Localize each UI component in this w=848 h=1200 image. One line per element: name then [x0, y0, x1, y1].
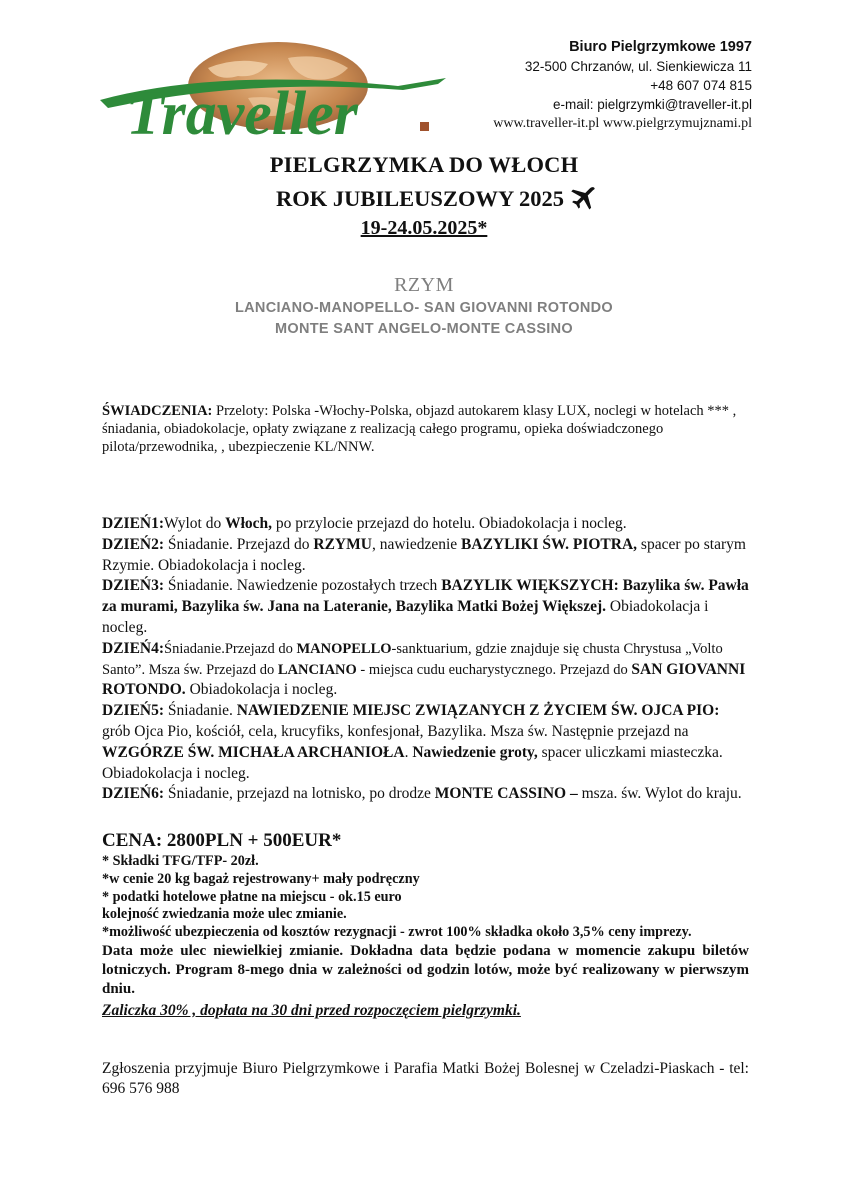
- day-text: Obiadokolacja i nocleg.: [185, 681, 338, 699]
- day-highlight: BAZYLIK WIĘKSZYCH: Bazylika św. Pawła za murami, Bazylika św. Jana na Lateranie, Bazylika Matki Bożej Większej.: [102, 577, 749, 616]
- route-line1: LANCIANO-MANOPELLO- SAN GIOVANNI ROTONDO: [235, 300, 613, 316]
- day-text: grób Ojca Pio, kościół, cela, krucyfiks, konfesjonał, Bazylika. Msza św. Następnie przejazd na: [102, 722, 689, 740]
- note-date-text: Data może ulec niewielkiej zmianie. Dokładna data będzie podana w momencie zakupu biletów lotniczych.: [102, 942, 749, 978]
- title-block: [0, 148, 848, 240]
- day-text: - miejsca cudu eucharystycznego. Przejazd do: [356, 661, 632, 678]
- day-label: DZIEŃ2:: [102, 535, 165, 553]
- day-text: Śniadanie.: [164, 702, 237, 720]
- day-3: [102, 576, 749, 638]
- day-highlight: WZGÓRZE ŚW. MICHAŁA ARCHANIOŁA: [102, 743, 405, 761]
- day-text: po przylocie przejazd do hotelu. Obiadokolacja i nocleg.: [272, 515, 627, 532]
- price-label: CENA: 2800PLN + 500EUR*: [102, 830, 342, 851]
- day-label: DZIEŃ6:: [102, 785, 165, 803]
- services-label: ŚWIADCZENIA:: [102, 403, 213, 419]
- day-5: [102, 701, 749, 784]
- services-text: Przeloty: Polska -Włochy-Polska, objazd autokarem klasy LUX, noclegi w hotelach *** , śniadania, obiadokolacje, opłaty związane z realizacją całego programu, opieka doświadczonego pilota/przewodnika, , ubezpieczenie KL/NNW.: [102, 403, 737, 455]
- company-info: [493, 38, 752, 133]
- day-label: DZIEŃ5:: [102, 702, 165, 720]
- day-highlight: SAN GIOVANNI ROTONDO.: [102, 660, 746, 699]
- day-highlight: LANCIANO: [277, 661, 357, 678]
- traveller-logo: [98, 38, 448, 146]
- note-hotel-tax: * podatki hotelowe płatne na miejscu - ok.15 euro: [102, 888, 402, 905]
- day-text: spacer uliczkami miasteczka. Obiadokolacja i nocleg.: [102, 743, 723, 782]
- day-text: Wylot do: [164, 515, 226, 532]
- deposit-note: Zaliczka 30% , dopłata na 30 dni przed rozpoczęciem pielgrzymki.: [102, 1001, 521, 1019]
- day-6: [102, 784, 749, 805]
- day-highlight: BAZYLIKI ŚW. PIOTRA,: [461, 535, 638, 553]
- note-order: kolejność zwiedzania może ulec zmianie.: [102, 906, 347, 923]
- day-highlight: NAWIEDZENIE MIEJSC ZWIĄZANYCH Z ŻYCIEM ŚW. OJCA PIO:: [236, 702, 720, 720]
- day-text: spacer po starym Rzymie. Obiadokolacja i nocleg.: [102, 535, 746, 574]
- price-section: [102, 829, 749, 1021]
- company-email: e-mail: pielgrzymki@traveller-it.pl: [553, 97, 752, 112]
- day-text: msza. św. Wylot do kraju.: [577, 785, 742, 803]
- company-phone: +48 607 074 815: [650, 78, 752, 93]
- note-baggage: *w cenie 20 kg bagaż rejestrowany+ mały podręczny: [102, 870, 420, 887]
- day-highlight: Włoch,: [225, 515, 273, 532]
- company-websites: www.traveller-it.pl www.pielgrzymujznami.pl: [493, 116, 752, 131]
- day-text: , nawiedzenie: [371, 535, 462, 553]
- day-text: -sanktuarium, gdzie znajduje się chusta Chrystusa „Volto Santo”. Msza św. Przejazd do: [102, 640, 723, 678]
- day-highlight: RZYMU: [313, 535, 372, 553]
- day-2: [102, 535, 749, 577]
- note-fees: * Składki TFG/TFP- 20zł.: [102, 853, 259, 869]
- note-insurance: *możliwość ubezpieczenia od kosztów rezygnacji - zwrot 100% składka około 3,5% ceny imprezy.: [102, 924, 692, 941]
- company-address: 32-500 Chrzanów, ul. Sienkiewicza 11: [524, 59, 752, 74]
- contact-info: Zgłoszenia przyjmuje Biuro Pielgrzymkowe i Parafia Matki Bożej Bolesnej w Czeladzi-Piaskach - tel: 696 576 988: [102, 1060, 749, 1097]
- program-section: [102, 514, 749, 805]
- services-section: [102, 402, 749, 456]
- day-text: Śniadanie. Przejazd do: [164, 535, 314, 553]
- route-line2: MONTE SANT ANGELO-MONTE CASSINO: [275, 321, 573, 337]
- day-text: Śniadanie. Nawiedzenie pozostałych trzech: [164, 577, 442, 595]
- day-label: DZIEŃ1:: [102, 515, 165, 532]
- title-line1: PIELGRZYMKA DO WŁOCH: [269, 152, 579, 177]
- route-main: RZYM: [394, 274, 454, 296]
- title-line2: ROK JUBILEUSZOWY 2025: [276, 186, 564, 211]
- day-text: Śniadanie, przejazd na lotnisko, po drodze: [164, 785, 435, 803]
- price-notes: [102, 853, 749, 999]
- note-program-text: Program 8-mego dnia w zależności od godzin lotów, może być realizowany w pierwszym dniu.: [102, 961, 749, 997]
- header: [0, 0, 848, 150]
- day-label: DZIEŃ4:: [102, 639, 165, 657]
- day-label: DZIEŃ3:: [102, 577, 165, 595]
- day-highlight: MANOPELLO: [296, 640, 392, 657]
- day-text: Śniadanie.Przejazd do: [164, 640, 297, 657]
- day-highlight: Nawiedzenie groty,: [412, 743, 538, 761]
- route: [0, 272, 848, 340]
- note-date: [102, 942, 749, 999]
- day-text: .: [404, 743, 413, 761]
- logo-text: Traveller: [126, 80, 358, 146]
- airplane-icon: [568, 184, 598, 214]
- title-line2-wrap: [250, 182, 598, 216]
- day-1: [102, 514, 749, 535]
- day-4: [102, 639, 749, 701]
- day-text: Obiadokolacja i nocleg.: [102, 598, 709, 636]
- day-highlight: MONTE CASSINO –: [434, 785, 578, 803]
- title-dates: 19-24.05.2025*: [360, 217, 488, 239]
- company-name: Biuro Pielgrzymkowe 1997: [569, 39, 752, 55]
